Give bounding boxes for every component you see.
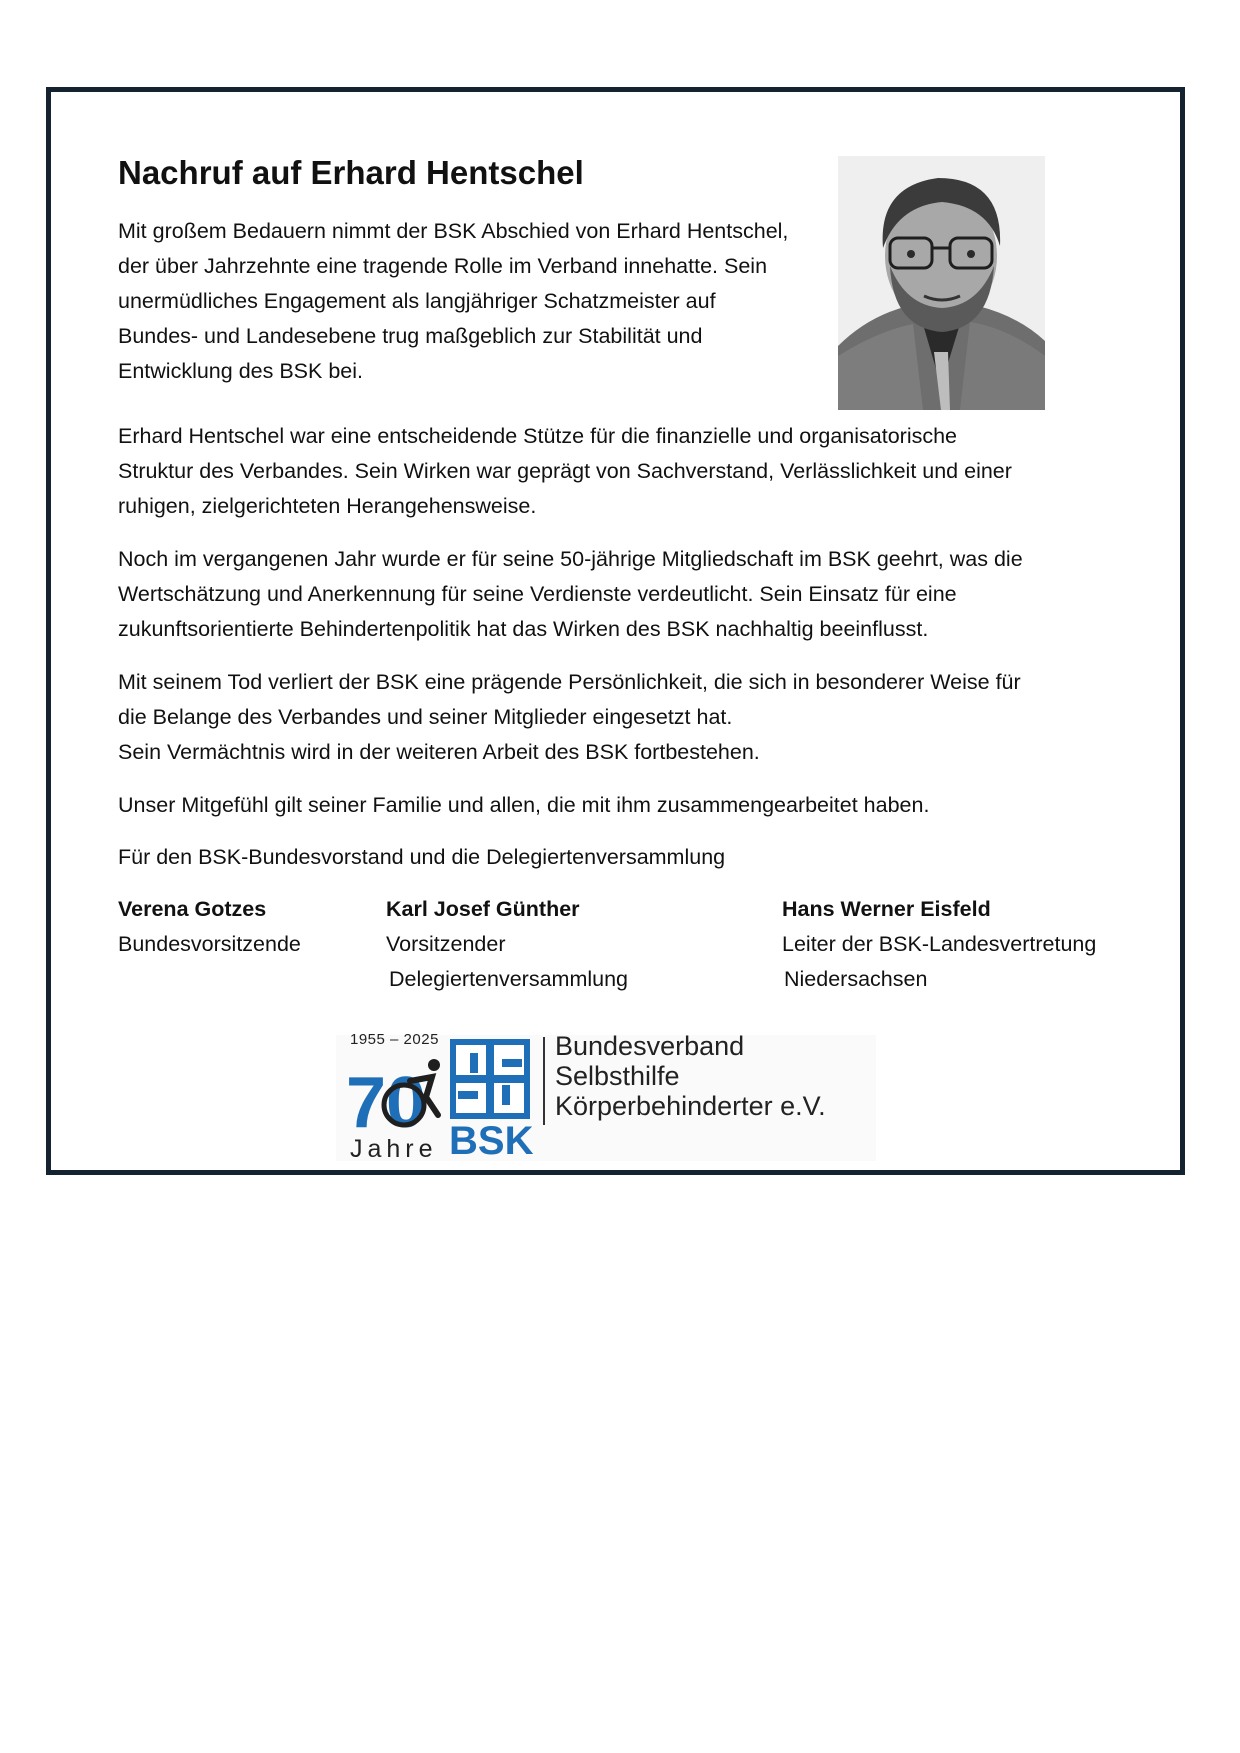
text-line: die Belange des Verbandes und seiner Mitglieder eingesetzt hat.	[118, 705, 733, 729]
logo-org-line: Selbsthilfe	[555, 1061, 680, 1091]
logo-bsk: BSK	[449, 1119, 534, 1163]
obituary-frame	[46, 87, 1185, 1175]
portrait-photo	[838, 156, 1045, 410]
intro-line: Mit großem Bedauern nimmt der BSK Abschied von Erhard Hentschel,	[118, 219, 789, 243]
logo-org-line: Körperbehinderter e.V.	[555, 1091, 826, 1121]
text-line: zukunftsorientierte Behindertenpolitik hat das Wirken des BSK nachhaltig beeinflusst.	[118, 617, 929, 641]
page-title: Nachruf auf Erhard Hentschel	[118, 154, 584, 191]
text-line: ruhigen, zielgerichteten Herangehensweise.	[118, 494, 537, 518]
text-line: Wertschätzung und Anerkennung für seine Verdienste verdeutlicht. Sein Einsatz für eine	[118, 582, 957, 606]
logo-jahre: Jahre	[350, 1135, 438, 1163]
signatory-role: Niedersachsen	[784, 967, 928, 991]
logo-number: 70	[346, 1063, 427, 1137]
paragraph-condolence: Unser Mitgefühl gilt seiner Familie und allen, die mit ihm zusammengearbeitet haben.	[118, 793, 930, 817]
signatory-role: Vorsitzender	[386, 932, 506, 956]
signatory-role: Leiter der BSK-Landesvertretung	[782, 932, 1097, 956]
signatory-role: Bundesvorsitzende	[118, 932, 301, 956]
signatory-gotzes	[118, 892, 301, 962]
logo-org-line: Bundesverband	[555, 1031, 745, 1061]
text-line: Struktur des Verbandes. Sein Wirken war geprägt von Sachverstand, Verlässlichkeit und einer	[118, 459, 1012, 483]
paragraph-support	[118, 419, 1012, 524]
signatory-name: Karl Josef Günther	[386, 897, 580, 921]
intro-line: unermüdliches Engagement als langjähriger Schatzmeister auf	[118, 289, 716, 313]
paragraph-signoff: Für den BSK-Bundesvorstand und die Delegiertenversammlung	[118, 845, 726, 869]
logo-years: 1955 – 2025	[350, 1031, 439, 1048]
hands-square-icon	[450, 1039, 530, 1119]
signatory-name: Hans Werner Eisfeld	[782, 897, 991, 921]
signatory-name: Verena Gotzes	[118, 897, 267, 921]
text-line: Sein Vermächtnis wird in der weiteren Arbeit des BSK fortbestehen.	[118, 740, 760, 764]
intro-line: der über Jahrzehnte eine tragende Rolle im Verband innehatte. Sein	[118, 254, 768, 278]
text-line: Mit seinem Tod verliert der BSK eine prägende Persönlichkeit, die sich in besonderer Weise für	[118, 670, 1021, 694]
signatory-guenther	[386, 892, 628, 997]
wheelchair-70-icon	[346, 1057, 446, 1137]
intro-line: Bundes- und Landesebene trug maßgeblich zur Stabilität und	[118, 324, 703, 348]
signatory-eisfeld	[782, 892, 1096, 997]
text-line: Erhard Hentschel war eine entscheidende Stütze für die finanzielle und organisatorische	[118, 424, 958, 448]
signatory-role: Delegiertenversammlung	[389, 967, 628, 991]
logo-divider	[543, 1037, 545, 1125]
intro-line: Entwicklung des BSK bei.	[118, 359, 363, 383]
paragraph-membership	[118, 542, 1023, 647]
paragraph-legacy	[118, 665, 1021, 770]
bsk-anniversary-logo	[336, 1031, 876, 1163]
intro-paragraph	[118, 214, 788, 389]
text-line: Noch im vergangenen Jahr wurde er für seine 50-jährige Mitgliedschaft im BSK geehrt, was die	[118, 547, 1023, 571]
